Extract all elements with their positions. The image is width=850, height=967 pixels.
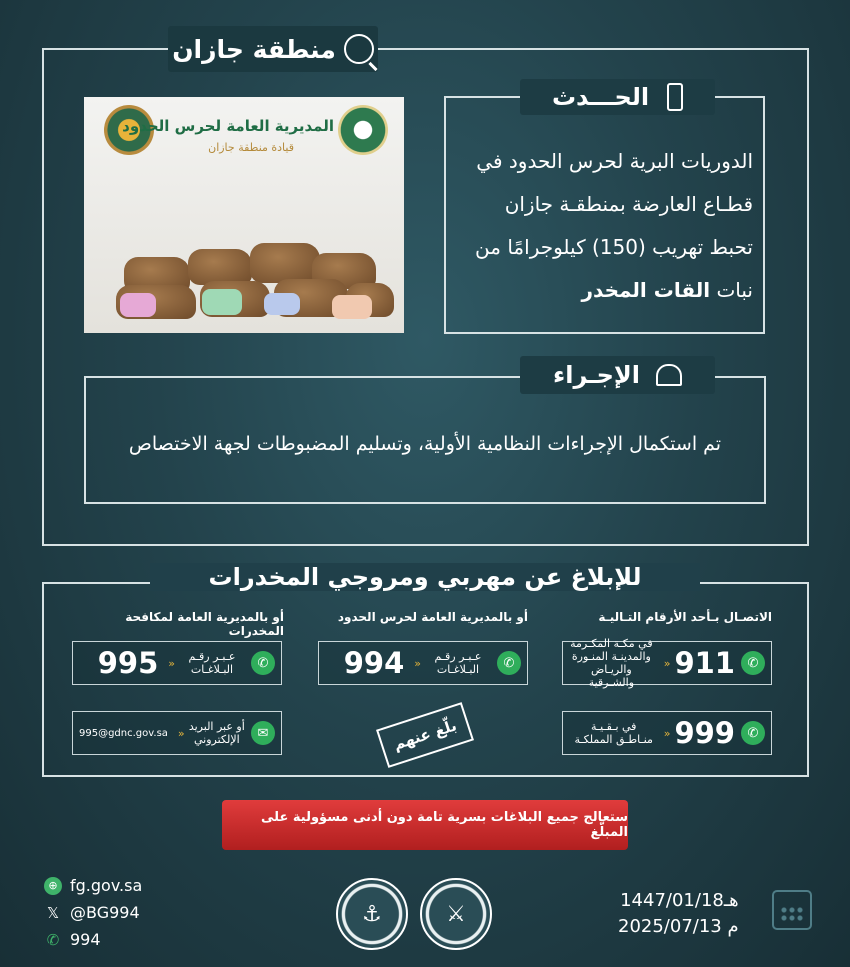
hotline-999-card[interactable] xyxy=(562,711,772,755)
package xyxy=(120,293,156,317)
footer-twitter-row[interactable] xyxy=(44,903,142,922)
seizure-photo xyxy=(84,97,404,333)
col2-header: أو بالمديرية العامة لحرس الحدود xyxy=(337,610,528,624)
package xyxy=(264,293,300,315)
globe-icon: ⊕ xyxy=(44,877,62,895)
sack xyxy=(250,243,320,283)
dates xyxy=(618,888,739,940)
report-title: للإبلاغ عن مهربي ومروجي المخدرات xyxy=(150,563,700,591)
event-text-bold: القات المخدر xyxy=(581,278,711,302)
hotline-911-label: في مكـة المكـرمة والمدينـة المنـورة والريـاض والشـرقية xyxy=(570,637,653,689)
border-guard-emblem-icon: ⚓ xyxy=(336,878,408,950)
walkie-talkie-icon xyxy=(667,83,683,111)
hotline-999-number: 999 xyxy=(674,716,735,750)
email-card[interactable] xyxy=(72,711,282,755)
phone-icon: ✆ xyxy=(46,930,60,949)
email-address[interactable]: 995@gdnc.gov.sa xyxy=(79,727,168,739)
hotline-911-number: 911 xyxy=(674,646,735,680)
hotline-994-label: عـبـر رقـم البـلاغـات xyxy=(434,650,482,676)
hotline-994-card[interactable] xyxy=(318,641,528,685)
sack xyxy=(188,249,252,285)
col3-header: أو بالمديرية العامة لمكافحة المخدرات xyxy=(125,610,284,638)
hotline-994-number: 994 xyxy=(343,646,405,680)
x-icon: 𝕏 xyxy=(46,903,60,922)
footer-twitter[interactable]: @BG994 xyxy=(70,903,140,922)
footer-contacts xyxy=(44,876,142,949)
hotline-999-label: في بـقـيـة منـاطـق المملكـة xyxy=(574,720,653,746)
footer-website[interactable]: fg.gov.sa xyxy=(70,876,143,895)
col1-header: الاتصـال بـأحد الأرقام التـاليـة xyxy=(598,610,772,624)
hotline-995-number: 995 xyxy=(97,646,159,680)
saudi-emblem-icon: ⚔ xyxy=(420,878,492,950)
region-header xyxy=(168,26,378,72)
gregorian-date: 2025/07/13 م xyxy=(618,916,739,937)
photo-title: المديرية العامة لحرس الحدود xyxy=(122,117,334,135)
confidentiality-banner: ستعالج جميع البلاغات بسرية تامة دون أدنى مسؤولية على المبلّغ xyxy=(222,800,628,850)
event-header xyxy=(520,79,715,115)
footer-website-row[interactable] xyxy=(44,876,142,895)
report-stamp: بلّغ عنهم xyxy=(376,702,474,768)
arrows-icon: « xyxy=(414,656,421,670)
phone-icon: ✆ xyxy=(251,651,275,675)
procedure-header xyxy=(520,356,715,394)
phone-icon: ✆ xyxy=(741,721,765,745)
hijri-date: 1447/01/18هـ xyxy=(620,890,739,911)
region-title: منطقة جازان xyxy=(172,34,336,64)
event-text xyxy=(468,140,753,312)
event-text-main: الدوريات البرية لحرس الحدود في قطـاع العارضة بمنطقـة جازان تحبط تهريب (150) كيلوجرامًا من نبات xyxy=(475,149,753,302)
footer-phone[interactable]: 994 xyxy=(70,930,101,949)
event-title: الحـــدث xyxy=(551,83,650,111)
siren-icon xyxy=(656,364,682,386)
procedure-title: الإجـراء xyxy=(552,361,641,389)
envelope-icon: ✉ xyxy=(251,721,275,745)
ministry-emblem-icon xyxy=(338,105,388,155)
package xyxy=(332,295,372,319)
arrows-icon: « xyxy=(663,656,671,670)
hotline-995-card[interactable] xyxy=(72,641,282,685)
package xyxy=(202,289,242,315)
phone-icon: ✆ xyxy=(741,651,765,675)
phone-icon: ✆ xyxy=(497,651,521,675)
procedure-text: تم استكمال الإجراءات النظامية الأولية، وتسليم المضبوطات لجهة الاختصاص xyxy=(128,433,722,455)
arrows-icon: « xyxy=(663,726,671,740)
footer-phone-row[interactable] xyxy=(44,930,142,949)
hotline-995-label: عـبـر رقـم البـلاغـات xyxy=(188,650,236,676)
arrows-icon: « xyxy=(177,726,185,740)
arrows-icon: « xyxy=(168,656,175,670)
photo-subtitle: قيادة منطقة جازان xyxy=(208,141,294,154)
calendar-icon xyxy=(772,890,812,930)
hotline-911-card[interactable] xyxy=(562,637,772,689)
email-label: أو عبر البريد الإلكتروني xyxy=(188,720,245,746)
search-map-icon xyxy=(344,34,374,64)
